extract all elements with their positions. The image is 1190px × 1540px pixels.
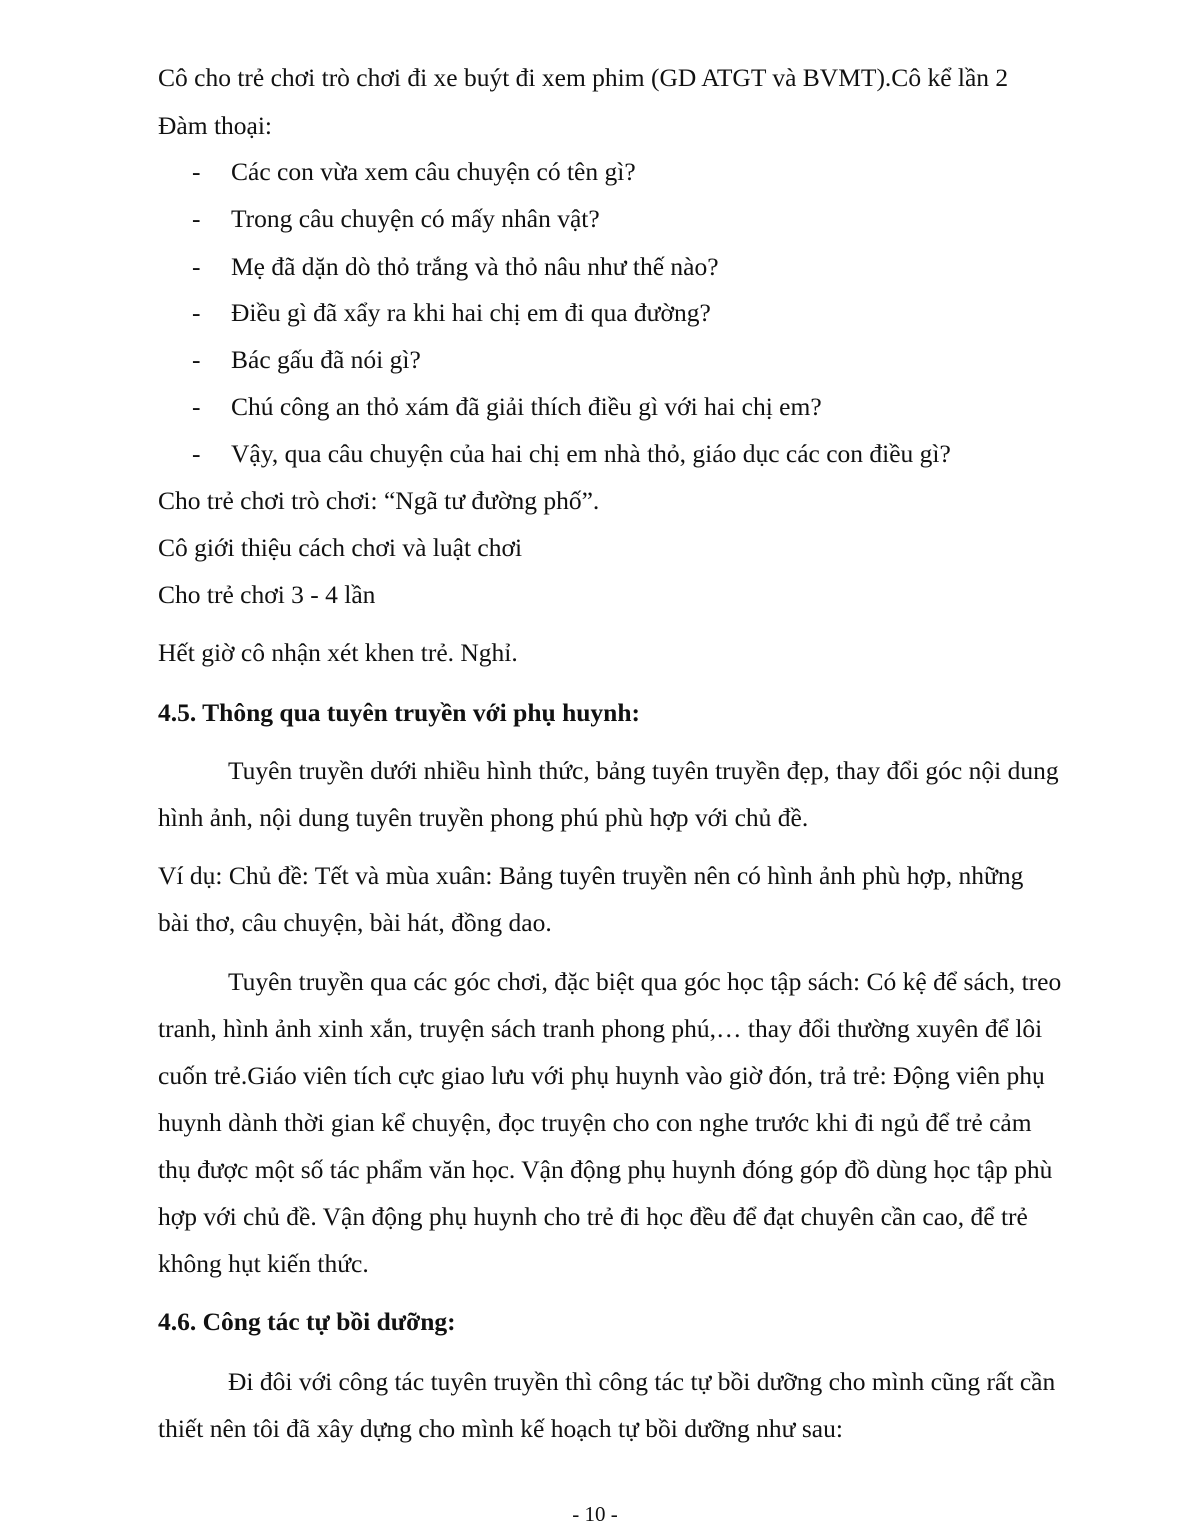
game-line-1: Cho trẻ chơi trò chơi: “Ngã tư đường phố”. — [158, 486, 600, 515]
dash-bullet: - — [192, 345, 201, 374]
question-text: Trong câu chuyện có mấy nhân vật? — [231, 204, 600, 233]
paragraph-line: Tuyên truyền dưới nhiều hình thức, bảng tuyên truyền đẹp, thay đổi góc nội dung — [228, 756, 1059, 785]
dash-bullet: - — [192, 157, 201, 186]
intro-line-2: Đàm thoại: — [158, 111, 273, 140]
paragraph-line: huynh dành thời gian kể chuyện, đọc truyện cho con nghe trước khi đi ngủ để trẻ cảm — [158, 1108, 1032, 1137]
intro-line-1: Cô cho trẻ chơi trò chơi đi xe buýt đi xem phim (GD ATGT và BVMT).Cô kể lần 2 — [158, 63, 1009, 92]
section-heading-4-6: 4.6. Công tác tự bồi dưỡng: — [158, 1307, 456, 1336]
question-text: Điều gì đã xẩy ra khi hai chị em đi qua đường? — [231, 298, 711, 327]
paragraph-line: hợp với chủ đề. Vận động phụ huynh cho trẻ đi học đều để đạt chuyên cần cao, để trẻ — [158, 1202, 1028, 1231]
example-line: bài thơ, câu chuyện, bài hát, đồng dao. — [158, 908, 552, 937]
question-text: Mẹ đã dặn dò thỏ trắng và thỏ nâu như thế nào? — [231, 252, 719, 281]
dash-bullet: - — [192, 439, 201, 468]
question-text: Chú công an thỏ xám đã giải thích điều gì với hai chị em? — [231, 392, 822, 421]
game-line-2: Cô giới thiệu cách chơi và luật chơi — [158, 533, 523, 562]
question-text: Vậy, qua câu chuyện của hai chị em nhà thỏ, giáo dục các con điều gì? — [231, 439, 951, 468]
game-line-4: Hết giờ cô nhận xét khen trẻ. Nghỉ. — [158, 638, 518, 667]
question-text: Bác gấu đã nói gì? — [231, 345, 421, 374]
paragraph-line: Tuyên truyền qua các góc chơi, đặc biệt qua góc học tập sách: Có kệ để sách, treo — [228, 967, 1062, 996]
paragraph-line: thiết nên tôi đã xây dựng cho mình kế hoạch tự bồi dưỡng như sau: — [158, 1414, 843, 1443]
page-number: - 10 - — [572, 1502, 618, 1526]
paragraph-line: tranh, hình ảnh xinh xắn, truyện sách tranh phong phú,… thay đổi thường xuyên để lôi — [158, 1014, 1043, 1043]
dash-bullet: - — [192, 298, 201, 327]
paragraph-line: Đi đôi với công tác tuyên truyền thì công tác tự bồi dưỡng cho mình cũng rất cần — [228, 1367, 1056, 1396]
dash-bullet: - — [192, 204, 201, 233]
paragraph-line: không hụt kiến thức. — [158, 1249, 369, 1278]
paragraph-line: hình ảnh, nội dung tuyên truyền phong phú phù hợp với chủ đề. — [158, 803, 809, 832]
question-text: Các con vừa xem câu chuyện có tên gì? — [231, 157, 636, 186]
section-heading-4-5: 4.5. Thông qua tuyên truyền với phụ huynh: — [158, 698, 641, 727]
paragraph-line: cuốn trẻ.Giáo viên tích cực giao lưu với phụ huynh vào giờ đón, trả trẻ: Động viên phụ — [158, 1061, 1045, 1090]
dash-bullet: - — [192, 252, 201, 281]
paragraph-line: thụ được một số tác phẩm văn học. Vận động phụ huynh đóng góp đồ dùng học tập phù — [158, 1155, 1053, 1184]
game-line-3: Cho trẻ chơi 3 - 4 lần — [158, 580, 376, 609]
example-line: Ví dụ: Chủ đề: Tết và mùa xuân: Bảng tuyên truyền nên có hình ảnh phù hợp, những — [158, 861, 1024, 890]
dash-bullet: - — [192, 392, 201, 421]
